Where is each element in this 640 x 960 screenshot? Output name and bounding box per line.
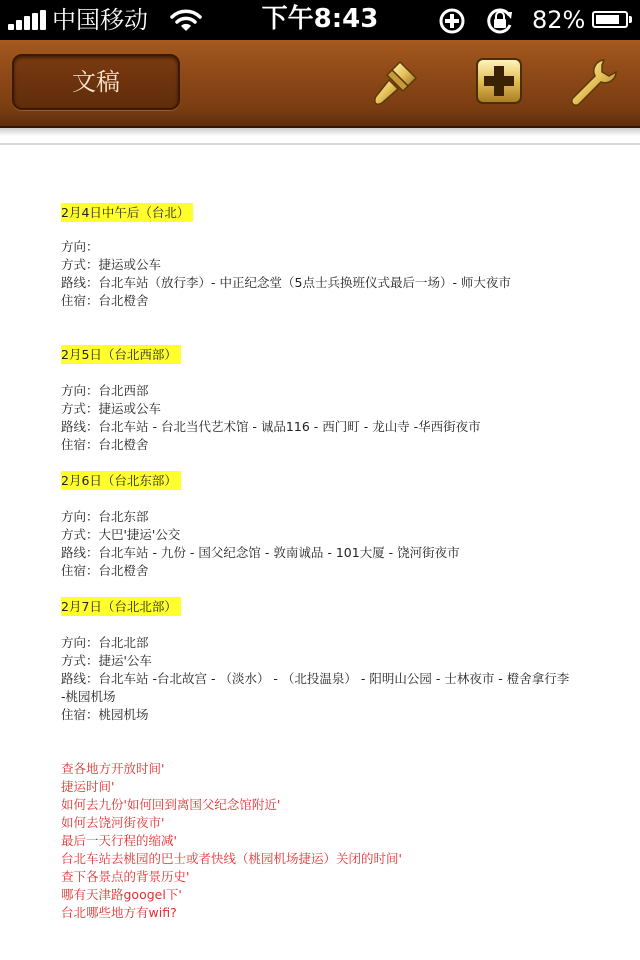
day-lodging: 住宿：台北橙舍 (61, 437, 149, 452)
add-document-icon[interactable] (474, 56, 526, 108)
day-mode: 方式：捷运或公车 (61, 401, 162, 416)
status-bar (0, 0, 640, 40)
day-lodging: 住宿：台北橙舍 (61, 293, 149, 308)
todo-item: 台北车站去桃园的巴士或者快线（桃园机场捷运）关闭的时间' (61, 851, 402, 866)
day-route-continued: -桃园机场 (61, 689, 116, 704)
day-heading: 2月5日（台北西部） (61, 346, 181, 364)
day-heading: 2月7日（台北北部） (61, 598, 181, 616)
todo-item: 查各地方开放时间' (61, 761, 165, 776)
wrench-icon[interactable] (566, 56, 618, 108)
todo-item: 如何去九份'如何回到离国父纪念馆附近' (61, 797, 281, 812)
todo-item: 台北哪些地方有wifi? (61, 905, 177, 920)
day-route: 路线：台北车站（放行李）- 中正纪念堂（5点士兵换班仪式最后一场）- 师大夜市 (61, 275, 511, 290)
day-route: 路线：台北车站 - 台北当代艺术馆 - 诚品116 - 西门町 - 龙山寺 -华西街夜市 (61, 419, 481, 434)
day-lodging: 住宿：桃园机场 (61, 707, 149, 722)
day-mode: 方式：大巴'捷运'公交 (61, 527, 181, 542)
todo-item: 最后一天行程的缩减' (61, 833, 177, 848)
day-mode: 方式：捷运'公车 (61, 653, 152, 668)
day-heading: 2月6日（台北东部） (61, 472, 181, 490)
day-route: 路线：台北车站 - 九份 - 国父纪念馆 - 敦南诚品 - 101大厦 - 饶河街夜市 (61, 545, 460, 560)
page-divider (0, 143, 640, 145)
paintbrush-icon[interactable] (370, 56, 422, 108)
day-mode: 方式：捷运或公车 (61, 257, 162, 272)
carrier-name: 中国移动 (52, 6, 148, 34)
rotation-lock-icon (484, 8, 516, 34)
day-heading: 2月4日中午后（台北） (61, 204, 193, 222)
day-direction: 方向：台北东部 (61, 509, 149, 524)
day-lodging: 住宿：台北橙舍 (61, 563, 149, 578)
todo-item: 哪有天津路googel下' (61, 887, 182, 902)
status-time: 下午8:43 (261, 4, 379, 34)
todo-item: 查下各景点的背景历史' (61, 869, 190, 884)
toolbar (0, 40, 640, 128)
documents-button[interactable]: 文稿 (12, 54, 180, 110)
add-circle-icon (438, 8, 466, 34)
battery-percentage: 82% (532, 6, 586, 34)
day-route: 路线：台北车站 -台北故宫 - （淡水） - （北投温泉） - 阳明山公园 - 士林夜市 - 橙舍拿行李 (61, 671, 570, 686)
day-direction: 方向： (61, 239, 99, 254)
day-direction: 方向：台北北部 (61, 635, 149, 650)
todo-item: 捷运时间' (61, 779, 115, 794)
day-direction: 方向：台北西部 (61, 383, 149, 398)
battery-level (596, 15, 619, 24)
battery-icon (592, 11, 628, 28)
todo-item: 如何去饶河街夜市' (61, 815, 165, 830)
